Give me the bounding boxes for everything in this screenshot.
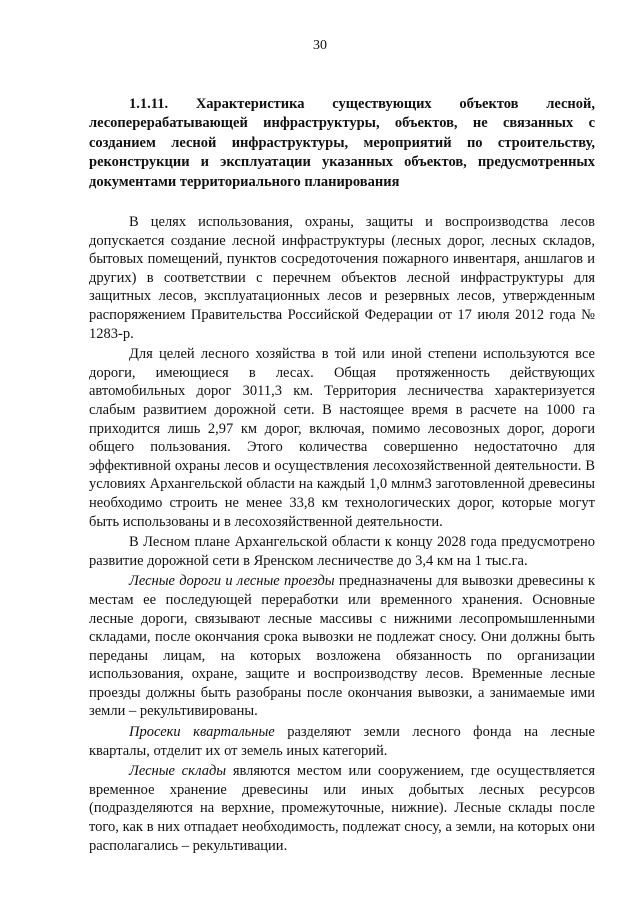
section-heading: 1.1.11. Характеристика существующих объектов лесной, лесоперерабатывающей инфраструктуры, объектов, не связанных с созданием лесной инфраструктуры, мероприятий по строительству, реконструкции и эксплуатации указанных объектов, предусмотренных документами территориального планирования bbox=[89, 96, 595, 190]
paragraph-text: Для целей лесного хозяйства в той или иной степени используются все дороги, имеющиеся в лесах. Общая протяженность действующих автомобильных дорог 3011,3 км. Территория лесничества характеризуется слабым развитием дорожной сети. В настоящее время в расчете на 1000 га приходится лишь 2,97 км дорог, включая, помимо лесовозных дорог, дороги общего пользования. Этого количества совершенно недостаточно для эффективной охраны лесов и осуществления лесохозяйственной деятельности. В условиях Архангельской области на каждый 1,0 млнм3 заготовленной древесины необходимо строить не менее 33,8 км технологических дорог, которые могут быть использованы и в лесохозяйственной деятельности. bbox=[89, 346, 595, 530]
paragraph-text: являются местом или сооружением, где осуществляется временное хранение древесины или иных добытых лесных ресурсов (подразделяются на верхние, промежуточные, нижние). Лесные склады после того, как в них отпадает необходимость, подлежат сносу, а земли, на которых они располагались – рекультивации. bbox=[89, 763, 595, 854]
term-forest-roads: Лесные дороги и лесные проезды bbox=[129, 573, 335, 590]
paragraph-forest-plan bbox=[89, 533, 595, 570]
paragraph-infrastructure-overview bbox=[89, 213, 595, 343]
term-quarter-clearings: Просеки квартальные bbox=[129, 724, 275, 741]
paragraph-text: В целях использования, охраны, защиты и воспроизводства лесов допускается создание лесной инфраструктуры (лесных дорог, лесных складов, бытовых помещений, пунктов сосредоточения пожарного инвентаря, аншлагов и других) в соответствии с перечнем объектов лесной инфраструктуры для защитных лесов, эксплуатационных лесов и резервных лесов, утвержденным распоряжением Правительства Российской Федерации от 17 июля 2012 года № 1283-р. bbox=[89, 214, 595, 342]
paragraph-text: разделяют земли лесного фонда на лесные кварталы, отделит их от земель иных категорий. bbox=[89, 724, 595, 759]
term-timber-yards: Лесные склады bbox=[129, 763, 227, 780]
paragraph-text: В Лесном плане Архангельской области к концу 2028 года предусмотрено развитие дорожной сети в Яренском лесничестве до 3,4 км на 1 тыс.га. bbox=[89, 534, 595, 569]
body-text bbox=[89, 213, 595, 855]
paragraph-timber-yards bbox=[89, 762, 595, 855]
page-number: 30 bbox=[313, 38, 327, 53]
paragraph-quarter-clearings bbox=[89, 723, 595, 760]
paragraph-road-network bbox=[89, 345, 595, 531]
page-content bbox=[89, 95, 595, 855]
paragraph-text: предназначены для вывозки древесины к местам ее последующей переработки или временного хранения. Основные лесные дороги, связывают лесные массивы с нижними лесопромышленными складами, после окончания срока вывозки не подлежат сносу. Они должны быть переданы лицам, на которых возложена обязанность по организации использования, охране, защите и воспроизводству лесов. Временные лесные проезды должны быть разобраны после окончания вывозки, а занимаемые ими земли – рекультивированы. bbox=[89, 573, 595, 720]
paragraph-forest-roads bbox=[89, 572, 595, 721]
